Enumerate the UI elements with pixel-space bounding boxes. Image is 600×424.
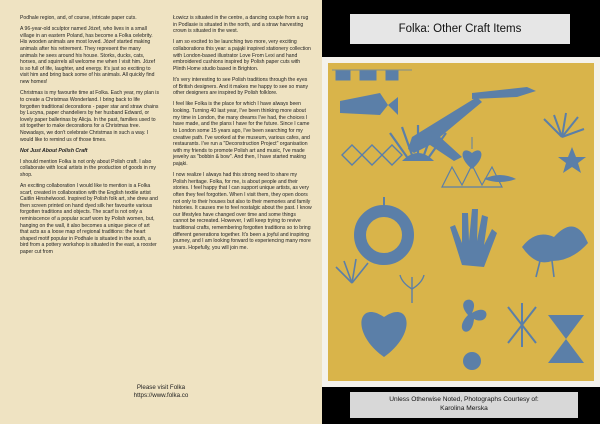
paragraph: I now realize I always had this strong need to share my Polish heritage. Folka, for me, is about people and their stories. I feel happy that I can support unique artists, as very often they feel forgotten. When I visit them, they open doors not only to their houses but also to their memories and family histories. It causes me to feel nostalgic about the past. I know our lifestyles have changed over time and some things cannot be recreated. However, I will keep trying to revive traditional crafts, remembering forgotten traditions so to bring different generations together. It's been a joyful and inspiring journey, and I am looking forward to experiencing many more years. Hopefully, you will join me.: [173, 172, 312, 251]
paragraph: Christmas is my favourite time at Folka. Each year, my plan is to create a Christmas Wonderland. I bring back to life forgotten traditional decorations - paper star and straw chains by Lucyna, paper chandeliers by her husband Edward, or lovely paper ballerinas by Alicja. In the past, families used to sit together to make decorations for a Christmas tree. Nowadays, we don't celebrate Christmas in such a way. I would like to remind us of those times.: [20, 90, 159, 143]
text-columns: [20, 15, 312, 260]
credit-name: Karolina Merska: [440, 405, 488, 412]
footer-line: Please visit Folka: [136, 384, 186, 391]
text-column-1: [20, 15, 159, 260]
footer-note: [0, 384, 322, 401]
paragraph: I should mention Folka is not only about Polish craft. I also collaborate with local artists in the production of goods in my shop.: [20, 158, 156, 178]
text-column-2: [173, 15, 312, 260]
paragraph: Podhale region, and, of course, intricate paper cuts.: [20, 15, 137, 21]
photo-credit: [350, 392, 578, 418]
page-title: Folka: Other Craft Items: [350, 14, 570, 44]
section-heading: Not Just About Polish Craft: [20, 147, 88, 154]
credit-line: Unless Otherwise Noted, Photographs Courtesy of:: [389, 396, 539, 404]
paragraph: An exciting collaboration I would like to mention is a Folka scarf, created in collaboration with the English textile artist Caitlin Hinshelwood. Inspired by Polish folk art, she drew and then screen printed on hand dyed silk her favourite various forgotten traditions and objects. The scarf is not only a reminiscence of a popular scarf worn by Polish women, but, hanging on the wall, it also becomes a unique piece of art that acts as a loose map of regional traditions: the heart shaped motif popular in Podhale is situated in the south, a bird from a pottery workshop is situated in the east, a rooster paper cut from: [20, 182, 158, 256]
paragraph: Łowicz is situated in the centre, a dancing couple from a rug in Podlasie is situated in the north, and a straw harvesting crown is situated in the west.: [173, 15, 309, 35]
right-page: [322, 0, 600, 424]
paragraph: I am so excited to be launching two more, very exciting collaborations this year: a pająki inspired stationery collection with London-based illustrator Love From Lexi and hand embroidered cushions inspired by Polish paper cuts with Plinth Home studio based in Brighton.: [173, 39, 311, 72]
paragraph: A 96-year-old sculptor named Józef, who lives in a small village in an eastern Poland, has become a Folka celebrity. His wooden animals are most loved. Józef started making animals after his retirement. They represent the many animals he sees around his house. Storks, ducks, cats, horses, and squirrels all welcome me when I visit him. Józef is so full of life, laughter, and energy. It's just so exciting to visit him and bring back some of his animals. All quickly find new homes!: [20, 26, 156, 86]
scarf-photo: [322, 57, 600, 387]
website-link[interactable]: https://www.folka.co: [133, 392, 189, 400]
circle-icon: [463, 352, 481, 370]
paragraph: It's very interesting to see Polish traditions through the eyes of British designers. And it makes me happy to see so many other designers are inspired by Polish folklore.: [173, 77, 309, 97]
paragraph: I feel like Folka is the place for which I have always been looking. Turning 40 last year, I've been thinking more about my time in London, the many dreams I've had, the choices I have made, and the plans I have for the future. Since I came to London some 15 years ago, I've been searching for my creative path. I've worked at the museum, various cafes, and restaurants. I've run a "Deconstruction Project" organisation with my friends to promote Polish art and music, I've made jewelry as "bobbin & bow". And then, I have started making pająki.: [173, 101, 310, 167]
